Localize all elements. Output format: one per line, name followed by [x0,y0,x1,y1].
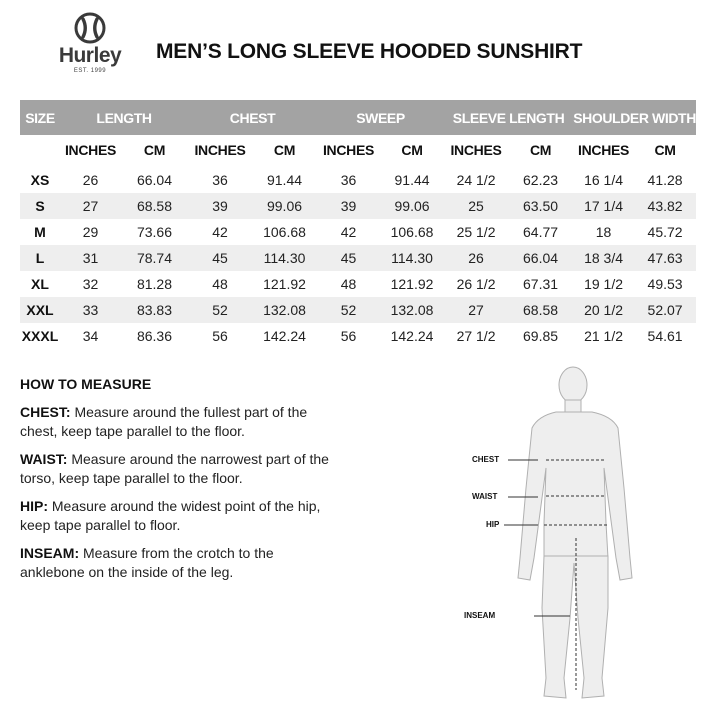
header-sweep: SWEEP [317,100,444,135]
measurement-cell: 66.04 [136,172,173,188]
unit-header: CM [252,135,317,166]
measure-text: Measure from the crotch to the anklebone on the inside of the leg. [20,545,274,580]
measurement-cell: 18 [595,224,612,240]
header-sleeve-length: SLEEVE LENGTH [444,100,573,135]
unit-header: INCHES [444,135,508,166]
measure-inseam [20,544,335,582]
group-header-row [20,100,696,135]
measurement-cell: 42 [212,224,228,240]
measurement-cell: 39 [317,193,380,219]
measurement-cell: 99.06 [252,193,317,219]
size-cell: XXXL [21,328,59,344]
measurement-cell: 106.68 [390,224,434,240]
measurement-cell: 86.36 [136,328,173,344]
brand-name: Hurley [58,44,122,67]
measurement-cell: 25 [444,193,508,219]
measurement-cell: 132.08 [380,297,444,323]
figure-label-inseam: INSEAM [464,611,496,620]
measurement-cell: 63.50 [508,193,573,219]
measurement-cell: 114.30 [252,245,317,271]
measure-term: WAIST: [20,451,68,467]
measurement-cell: 24 1/2 [456,172,496,188]
how-to-measure-heading: HOW TO MEASURE [20,376,152,392]
measurement-cell: 83.83 [121,297,188,323]
measurement-cell: 20 1/2 [573,297,634,323]
header-length: LENGTH [60,100,188,135]
size-cell: XS [30,172,50,188]
measure-chest [20,403,335,441]
measurement-cell: 34 [82,328,99,344]
measure-hip [20,497,335,535]
unit-header: CM [380,135,444,166]
header-chest: CHEST [188,100,317,135]
size-rows [20,166,696,349]
measurement-cell: 56 [212,328,228,344]
size-cell: M [34,224,46,240]
page-title: MEN’S LONG SLEEVE HOODED SUNSHIRT [156,40,583,63]
measurement-cell: 26 [82,172,99,188]
measurement-cell: 36 [212,172,228,188]
measurement-cell: 29 [82,224,99,240]
how-to-measure [20,376,335,591]
measurement-cell: 69.85 [523,328,559,344]
size-cell: XXL [20,297,60,323]
table-row [20,323,696,349]
measurement-cell: 45.72 [647,224,683,240]
measurement-cell: 33 [60,297,121,323]
measurement-cell: 27 1/2 [456,328,496,344]
brand-logo [50,12,130,75]
measurement-cell: 99.06 [380,193,444,219]
brand-est: EST. 1999 [73,68,107,74]
table-row [20,297,696,323]
measurement-cell: 81.28 [136,276,173,292]
header-shoulder-width: SHOULDER WIDTH [573,100,696,135]
measurement-cell: 106.68 [263,224,306,240]
measure-term: HIP: [20,498,48,514]
measurement-cell: 64.77 [523,224,559,240]
table-row [20,166,696,193]
unit-header: CM [121,135,188,166]
figure-label-chest: CHEST [472,455,500,464]
measurement-cell: 114.30 [380,245,444,271]
measurement-cell: 41.28 [647,172,683,188]
measurement-cell: 52 [317,297,380,323]
measurement-cell: 66.04 [508,245,573,271]
measurement-cell: 121.92 [263,276,306,292]
unit-header: INCHES [60,135,121,166]
measurement-cell: 91.44 [266,172,303,188]
measurement-cell: 142.24 [263,328,306,344]
size-cell: S [20,193,60,219]
measurement-cell: 62.23 [523,172,559,188]
table-row [20,219,696,245]
measure-text: Measure around the widest point of the hip, keep tape parallel to floor. [20,498,321,533]
size-chart-table [20,100,696,349]
body-measurement-figure [458,358,698,708]
unit-header: INCHES [317,135,380,166]
measurement-cell: 32 [82,276,99,292]
hurley-logo-icon [74,12,106,44]
measurement-cell: 26 [444,245,508,271]
measure-text: Measure around the narrowest part of the torso, keep tape parallel to the floor. [20,451,329,486]
measurement-cell: 18 3/4 [573,245,634,271]
unit-header-row [20,135,696,166]
measure-term: CHEST: [20,404,71,420]
measurement-cell: 16 1/4 [584,172,624,188]
measurement-cell: 54.61 [647,328,683,344]
measurement-cell: 27 [60,193,121,219]
measurement-cell: 52.07 [634,297,696,323]
measurement-cell: 39 [188,193,252,219]
measurement-cell: 17 1/4 [573,193,634,219]
figure-label-hip: HIP [486,520,500,529]
measurement-cell: 45 [188,245,252,271]
measurement-cell: 132.08 [252,297,317,323]
measurement-cell: 68.58 [508,297,573,323]
measurement-cell: 25 1/2 [456,224,496,240]
header-size: SIZE [20,100,60,135]
measurement-cell: 31 [60,245,121,271]
measurement-cell: 73.66 [136,224,173,240]
size-cell: L [20,245,60,271]
table-row [20,193,696,219]
measurement-cell: 56 [340,328,357,344]
unit-header: CM [508,135,573,166]
measurement-cell: 52 [188,297,252,323]
measurement-cell: 21 1/2 [584,328,624,344]
measure-text: Measure around the fullest part of the chest, keep tape parallel to the floor. [20,404,308,439]
table-row [20,245,696,271]
measurement-cell: 48 [340,276,357,292]
measurement-cell: 47.63 [634,245,696,271]
table-row [20,271,696,297]
measurement-cell: 45 [317,245,380,271]
unit-header: INCHES [573,135,634,166]
unit-header: INCHES [188,135,252,166]
measure-term: INSEAM: [20,545,80,561]
unit-header: CM [634,135,696,166]
measurement-cell: 78.74 [121,245,188,271]
measurement-cell: 19 1/2 [584,276,624,292]
measurement-cell: 42 [340,224,357,240]
measurement-cell: 36 [340,172,357,188]
body-silhouette-icon [458,358,698,708]
measure-waist [20,450,335,488]
unit-blank [20,135,60,166]
measurement-cell: 48 [212,276,228,292]
measurement-cell: 68.58 [121,193,188,219]
measurement-cell: 121.92 [390,276,434,292]
measurement-cell: 142.24 [390,328,434,344]
figure-label-waist: WAIST [472,492,498,501]
measurement-cell: 43.82 [634,193,696,219]
measurement-cell: 67.31 [523,276,559,292]
measurement-cell: 91.44 [394,172,430,188]
measurement-cell: 27 [444,297,508,323]
measurement-cell: 26 1/2 [456,276,496,292]
size-cell: XL [31,276,49,292]
measurement-cell: 49.53 [647,276,683,292]
